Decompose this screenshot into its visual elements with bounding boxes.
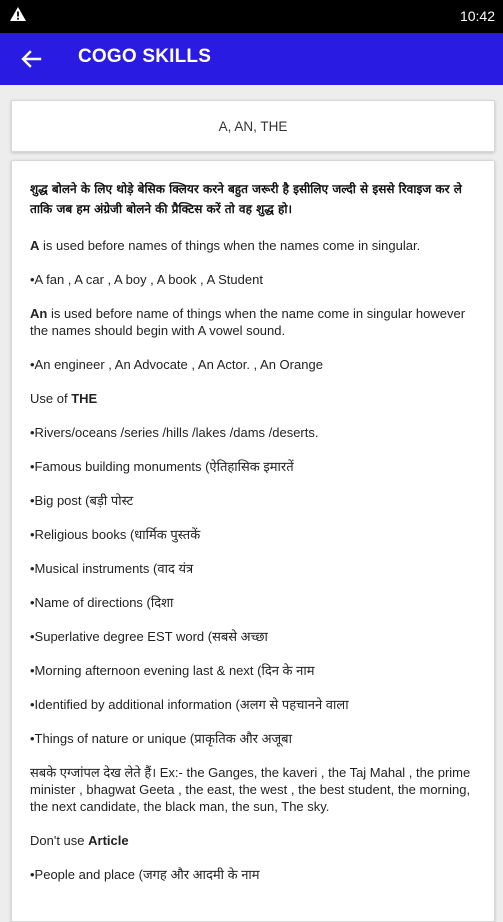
the-item: •Superlative degree EST word (सबसे अच्छा [30,629,268,644]
a-rule-bold: A [30,238,40,253]
app-title: COGO SKILLS [78,46,212,67]
arrow-back-icon[interactable] [20,48,42,74]
the-heading-bold: THE [71,391,98,406]
the-item: •Big post (बड़ी पोस्ट [30,493,134,508]
dont-use-heading [30,832,478,849]
topic-title: A, AN, THE [218,118,288,134]
the-item: •Morning afternoon evening last & next (दिन के नाम [30,663,315,678]
app-bar [0,33,503,85]
dont-item: •People and place (जगह और आदमी के नाम [30,867,260,882]
an-rule-bold: An [30,306,48,321]
lesson-content [12,161,494,883]
topic-title-card [11,100,495,152]
the-item: •Rivers/oceans /series /hills /lakes /dams /deserts. [30,425,319,440]
dont-use-bold: Article [88,833,129,848]
the-heading-text: Use of [30,391,72,406]
intro-paragraph: शुद्ध बोलने के लिए थोड़े बेसिक क्लियर करने बहुत जरूरी है इसीलिए जल्दी से इससे रिवाइज कर ले ताकि जब हम अंग्रेजी बोलने की प्रैक्टिस करें तो वह शुद्ध हो। [30,182,462,216]
the-item: •Famous building monuments (ऐतिहासिक इमारतें [30,459,294,474]
the-item: •Religious books (धार्मिक पुस्तकें [30,527,201,542]
lesson-content-card [11,160,495,922]
an-rule-text: is used before name of things when the name come in singular however the names should begin with A vowel sound. [30,306,466,338]
the-item: •Identified by additional information (अलग से पहचानने वाला [30,697,349,712]
a-rule-text: is used before names of things when the names come in singular. [39,238,421,253]
examples-paragraph: सबके एग्जांपल देख लेते हैं। Ex:- the Ganges, the kaveri , the Taj Mahal , the prime minister , bhagwat Geeta , the east, the west , the best student, the morning, the next candidate, the black man, the sun, The sky. [30,765,471,814]
status-bar [0,0,503,33]
an-examples: •An engineer , An Advocate , An Actor. , An Orange [30,357,323,372]
a-examples: •A fan , A car , A boy , A book , A Student [30,272,263,287]
the-item: •Musical instruments (वाद यंत्र [30,561,194,576]
the-item: •Things of nature or unique (प्राकृतिक और अजूबा [30,731,292,746]
an-rule-paragraph [30,305,478,339]
a-rule-paragraph [30,237,478,254]
warning-triangle-icon [9,6,27,26]
dont-use-text: Don't use [30,833,89,848]
the-heading [30,390,478,407]
the-item: •Name of directions (दिशा [30,595,174,610]
clock: 10:42 [459,8,495,24]
